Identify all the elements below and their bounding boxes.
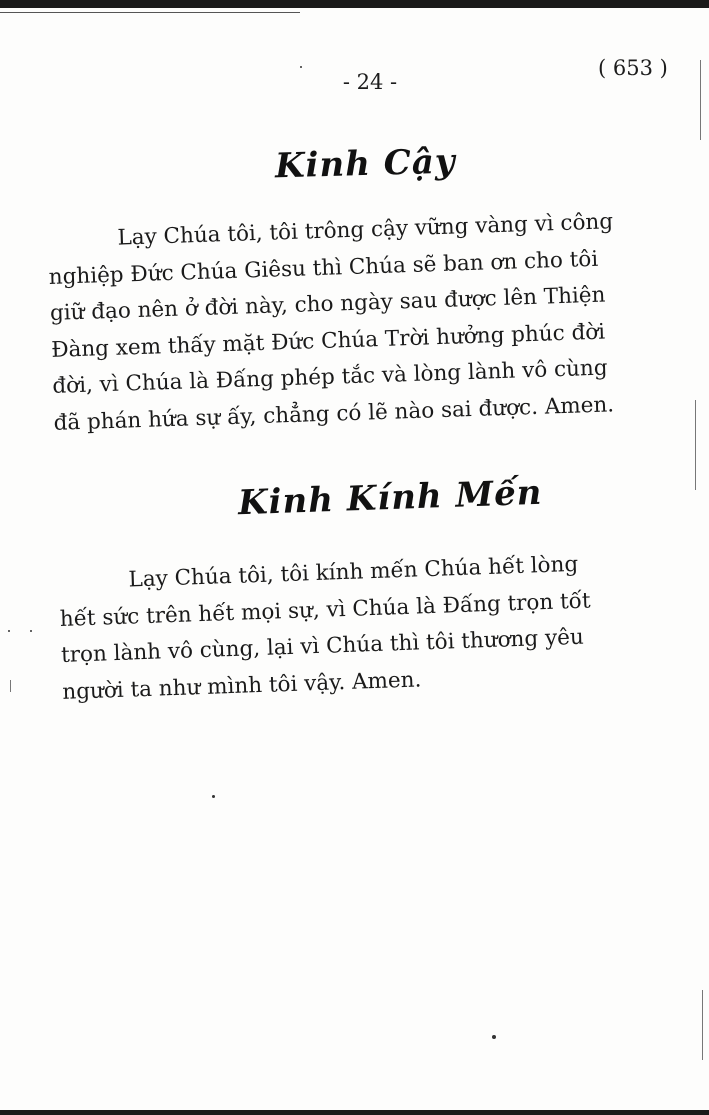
text-line: giữ đạo nên ở đời này, cho ngày sau được lên Thiện (49, 282, 606, 326)
section-title-kinh-kinh-men: Kinh Kính Mến (237, 472, 544, 524)
scan-speck (8, 630, 10, 632)
scan-speck (492, 1035, 496, 1039)
text-line: nghiệp Đức Chúa Giêsu thì Chúa sẽ ban ơn cho tôi (48, 246, 599, 290)
section-body-kinh-kinh-men (58, 543, 703, 711)
edge-mark (702, 990, 703, 1060)
scan-speck (30, 630, 32, 632)
section-title-kinh-cay: Kinh Cậy (274, 141, 457, 187)
scan-speck (212, 795, 215, 798)
section-body-kinh-cay (47, 201, 704, 441)
top-border-line (0, 0, 709, 8)
text-line: trọn lành vô cùng, lại vì Chúa thì tôi thương yêu (60, 624, 585, 668)
top-thin-line (0, 12, 300, 13)
text-line: hết sức trên hết mọi sự, vì Chúa là Đấng trọn tốt (59, 587, 591, 632)
text-line: đời, vì Chúa là Đấng phép tắc và lòng lành vô cùng (52, 355, 608, 399)
text-line: Lạy Chúa tôi, tôi kính mến Chúa hết lòng (128, 551, 579, 593)
page-number: - 24 - (342, 70, 398, 94)
text-line: người ta như mình tôi vậy. Amen. (61, 666, 422, 705)
scan-speck (300, 66, 302, 68)
reference-number: ( 653 ) (598, 56, 668, 80)
text-line: Lạy Chúa tôi, tôi trông cậy vững vàng vì công (117, 209, 614, 251)
edge-mark (700, 60, 701, 140)
bottom-border-line (0, 1110, 709, 1115)
edge-mark (695, 400, 696, 490)
text-line: đã phán hứa sự ấy, chẳng có lẽ nào sai được. Amen. (53, 391, 615, 436)
text-line: Đàng xem thấy mặt Đức Chúa Trời hưởng phúc đời (50, 319, 606, 363)
edge-mark (10, 680, 11, 692)
